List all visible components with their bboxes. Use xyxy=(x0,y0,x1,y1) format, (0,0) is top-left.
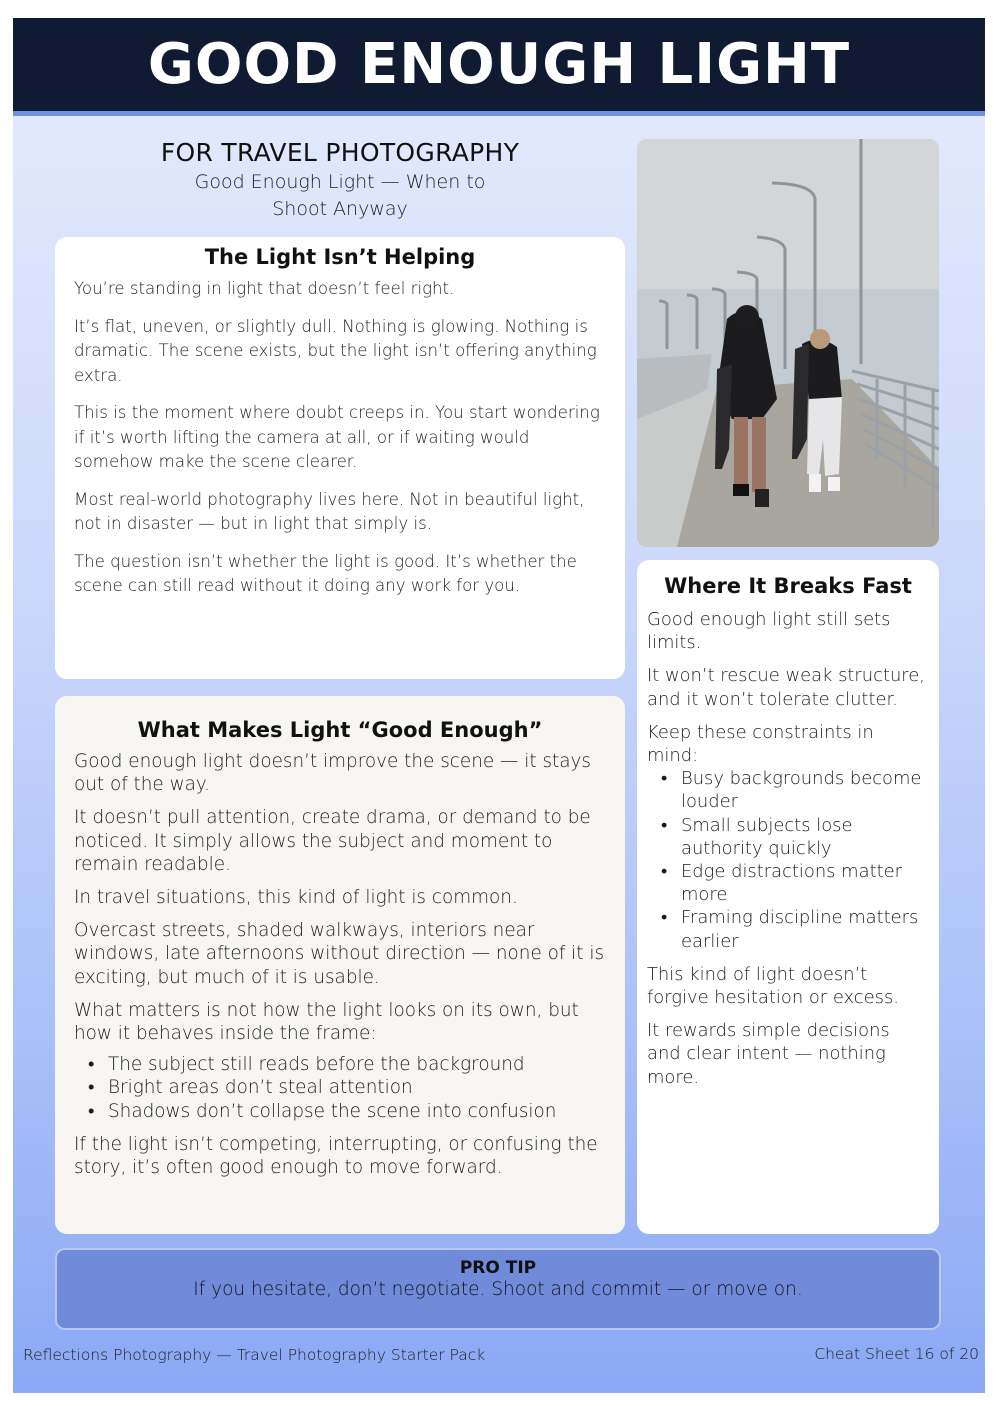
intro xyxy=(55,138,625,223)
footer-brand: Reflections Photography — Travel Photography Starter Pack xyxy=(23,1346,486,1364)
bullet-item: • Edge distractions matter more xyxy=(661,860,929,906)
paragraph: You’re standing in light that doesn’t feel right. xyxy=(74,279,455,298)
intro-kicker: FOR TRAVEL PHOTOGRAPHY xyxy=(160,138,520,167)
paragraph: It’s flat, uneven, or slightly dull. Nothing is glowing. Nothing is dramatic. The scene exists, but the light isn’t offering anything extra. xyxy=(74,316,597,385)
photo-joggers-on-bridge xyxy=(637,139,939,547)
paragraph: What matters is not how the light looks on its own, but how it behaves inside the frame: xyxy=(74,999,579,1045)
bullet-item: • Framing discipline matters earlier xyxy=(661,906,929,952)
card-title: What Makes Light “Good Enough” xyxy=(137,718,543,742)
paragraph: In travel situations, this kind of light is common. xyxy=(74,887,518,909)
card-title: Where It Breaks Fast xyxy=(664,574,912,598)
paragraph: It doesn’t pull attention, create drama, or demand to be noticed. It simply allows the subject and moment to remain readable. xyxy=(74,807,591,875)
paragraph: The question isn’t whether the light is good. It’s whether the scene can still read without it doing any work for you. xyxy=(74,551,577,595)
bullet-list xyxy=(661,767,929,953)
pro-tip-box xyxy=(55,1248,941,1330)
bullet-item: • The subject still reads before the background xyxy=(88,1053,606,1076)
closing-paragraph: This kind of light doesn’t forgive hesitation or excess. xyxy=(647,963,899,1009)
bullet-item: • Busy backgrounds become louder xyxy=(661,767,929,813)
paragraph: This is the moment where doubt creeps in. You start wondering if it’s worth lifting the camera at all, or if waiting would somehow make the scene clearer. xyxy=(74,403,600,471)
closing-paragraph: It rewards simple decisions and clear intent — nothing more. xyxy=(647,1020,890,1088)
pro-tip-text: If you hesitate, don’t negotiate. Shoot and commit — or move on. xyxy=(193,1279,803,1300)
card-title: The Light Isn’t Helping xyxy=(204,245,476,269)
bullet-item: • Shadows don’t collapse the scene into confusion xyxy=(88,1100,606,1123)
card-breaks-fast xyxy=(637,560,939,1234)
pro-tip-label: PRO TIP xyxy=(459,1258,537,1278)
paragraph: Keep these constraints in mind: xyxy=(647,721,874,767)
bullet-list xyxy=(88,1053,606,1123)
page-title: GOOD ENOUGH LIGHT xyxy=(147,32,851,97)
bullet-item: • Small subjects lose authority quickly xyxy=(661,814,929,860)
paragraph: Most real-world photography lives here. Not in beautiful light, not in disaster — but in light that simply is. xyxy=(74,489,585,533)
paragraph: Good enough light doesn’t improve the scene — it stays out of the way. xyxy=(74,751,591,796)
footer-page-number: Cheat Sheet 16 of 20 xyxy=(814,1345,979,1363)
card-light-not-helping xyxy=(55,237,625,679)
intro-subtitle: Good Enough Light — When to Shoot Anyway xyxy=(194,171,486,220)
paragraph: Good enough light still sets limits. xyxy=(647,609,891,654)
closing-paragraph: If the light isn’t competing, interrupting, or confusing the story, it’s often good enough to move forward. xyxy=(74,1133,598,1179)
bullet-item: • Bright areas don’t steal attention xyxy=(88,1076,606,1099)
paragraph: It won’t rescue weak structure, and it won’t tolerate clutter. xyxy=(647,665,925,710)
cheat-sheet-page xyxy=(13,18,985,1393)
paragraph: Overcast streets, shaded walkways, interiors near windows, late afternoons without direction — none of it is exciting, but much of it is usable. xyxy=(74,920,605,988)
card-good-enough xyxy=(55,696,625,1234)
page-header xyxy=(13,18,985,116)
